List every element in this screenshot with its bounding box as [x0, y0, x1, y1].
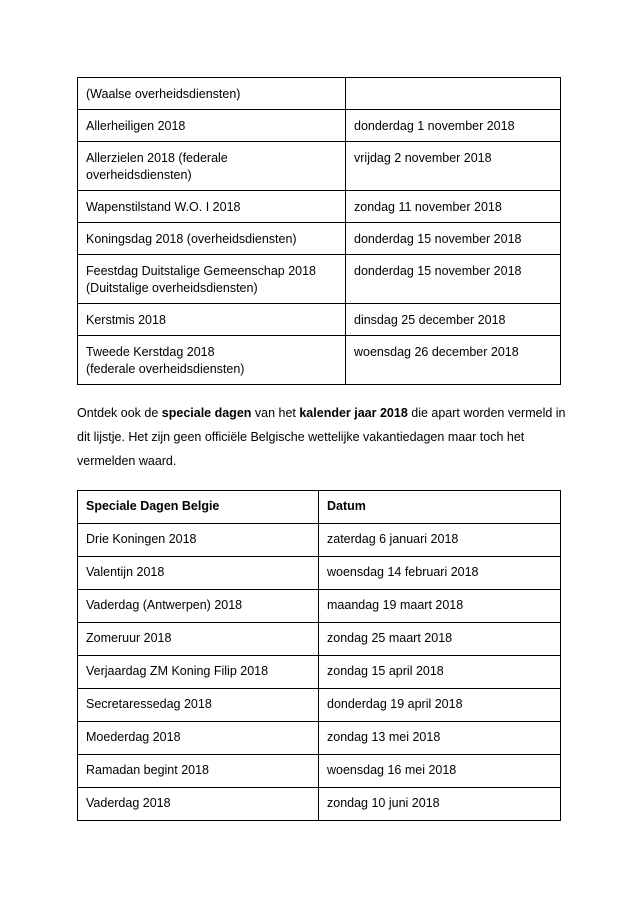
holiday-name-line: Tweede Kerstdag 2018	[86, 345, 215, 359]
holiday-date-cell: donderdag 1 november 2018	[346, 110, 561, 142]
special-days-table	[77, 490, 561, 821]
holiday-name-cell	[78, 336, 346, 385]
holiday-date-cell: zondag 11 november 2018	[346, 191, 561, 223]
special-day-date-cell: zondag 25 maart 2018	[319, 623, 561, 656]
special-day-date-cell: donderdag 19 april 2018	[319, 689, 561, 722]
holiday-name-cell: Wapenstilstand W.O. I 2018	[78, 191, 346, 223]
table-row	[78, 590, 561, 623]
holiday-name-cell: Allerheiligen 2018	[78, 110, 346, 142]
special-day-name-cell: Moederdag 2018	[78, 722, 319, 755]
table-row	[78, 255, 561, 304]
table-row	[78, 788, 561, 821]
table-row	[78, 623, 561, 656]
table-row	[78, 755, 561, 788]
table-row	[78, 78, 561, 110]
column-header-name: Speciale Dagen Belgie	[78, 491, 319, 524]
special-day-date-cell: zaterdag 6 januari 2018	[319, 524, 561, 557]
special-day-date-cell: zondag 15 april 2018	[319, 656, 561, 689]
column-header-date: Datum	[319, 491, 561, 524]
special-day-name-cell: Valentijn 2018	[78, 557, 319, 590]
holiday-name-line: overheidsdiensten)	[86, 168, 192, 182]
table-row	[78, 689, 561, 722]
intro-paragraph	[77, 401, 567, 473]
holiday-name-cell	[78, 142, 346, 191]
holiday-name-line: (federale overheidsdiensten)	[86, 362, 245, 376]
holiday-date-cell	[346, 78, 561, 110]
holiday-name-cell: (Waalse overheidsdiensten)	[78, 78, 346, 110]
holiday-name-line: Allerzielen 2018 (federale	[86, 151, 228, 165]
table-row	[78, 191, 561, 223]
paragraph-bold-text: kalender jaar 2018	[299, 406, 408, 420]
holiday-date-cell: donderdag 15 november 2018	[346, 223, 561, 255]
table-row	[78, 223, 561, 255]
table-row	[78, 142, 561, 191]
special-day-date-cell: maandag 19 maart 2018	[319, 590, 561, 623]
special-day-date-cell: woensdag 14 februari 2018	[319, 557, 561, 590]
holidays-table	[77, 77, 561, 385]
holiday-date-cell: dinsdag 25 december 2018	[346, 304, 561, 336]
holiday-name-line: Feestdag Duitstalige Gemeenschap 2018	[86, 264, 317, 278]
table-row	[78, 110, 561, 142]
table-row	[78, 304, 561, 336]
special-day-name-cell: Vaderdag 2018	[78, 788, 319, 821]
special-day-name-cell: Ramadan begint 2018	[78, 755, 319, 788]
special-day-date-cell: woensdag 16 mei 2018	[319, 755, 561, 788]
table-row	[78, 722, 561, 755]
holiday-name-cell: Kerstmis 2018	[78, 304, 346, 336]
special-day-name-cell: Zomeruur 2018	[78, 623, 319, 656]
special-day-date-cell: zondag 10 juni 2018	[319, 788, 561, 821]
holiday-date-cell: vrijdag 2 november 2018	[346, 142, 561, 191]
holiday-name-cell	[78, 255, 346, 304]
table-row	[78, 336, 561, 385]
special-day-date-cell: zondag 13 mei 2018	[319, 722, 561, 755]
table-row	[78, 557, 561, 590]
holiday-date-cell: woensdag 26 december 2018	[346, 336, 561, 385]
special-day-name-cell: Secretaressedag 2018	[78, 689, 319, 722]
table-row	[78, 656, 561, 689]
table-header-row	[78, 491, 561, 524]
holiday-name-line: (Duitstalige overheidsdiensten)	[86, 281, 258, 295]
holiday-name-cell: Koningsdag 2018 (overheidsdiensten)	[78, 223, 346, 255]
paragraph-text: Ontdek ook de	[77, 406, 162, 420]
paragraph-text: van het	[251, 406, 300, 420]
special-day-name-cell: Vaderdag (Antwerpen) 2018	[78, 590, 319, 623]
special-day-name-cell: Verjaardag ZM Koning Filip 2018	[78, 656, 319, 689]
paragraph-bold-text: speciale dagen	[161, 406, 252, 420]
paragraph-text: die apart worden vermeld in dit lijstje. Het zijn geen officiële Belgische wettelijke vakantiedagen maar toch het vermelden waard.	[77, 406, 566, 468]
holiday-date-cell: donderdag 15 november 2018	[346, 255, 561, 304]
special-day-name-cell: Drie Koningen 2018	[78, 524, 319, 557]
table-row	[78, 524, 561, 557]
